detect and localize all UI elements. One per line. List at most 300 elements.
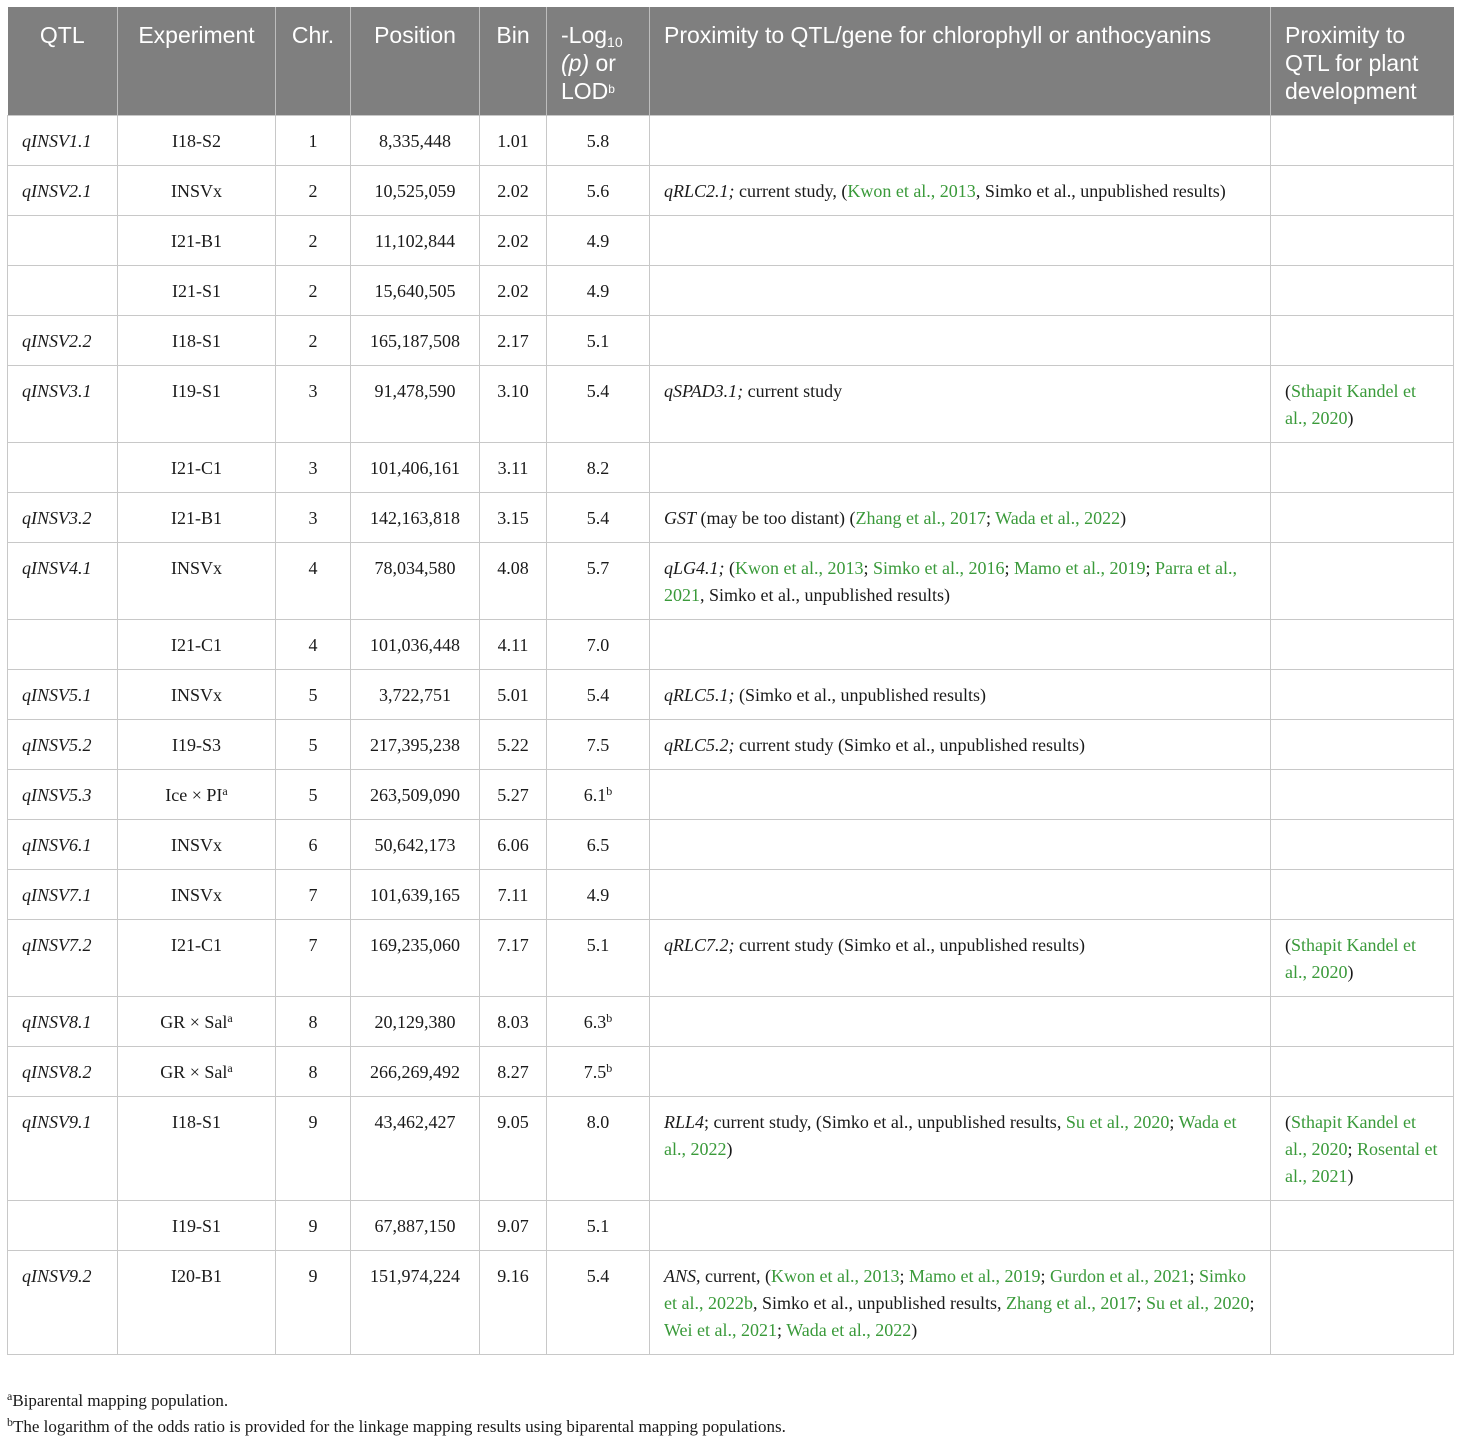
log-value: 7.0 [586,635,610,655]
proximity-chl-text: ; [899,1266,909,1286]
proximity-chl-text: ; [1249,1293,1255,1313]
proximity-chl-text: current study (Simko et al., unpublished results) [734,935,1085,955]
experiment-name: I19-S3 [172,735,221,755]
chr-value: 5 [308,685,318,705]
proximity-dev-text: ; [1347,1139,1358,1159]
cell-proximity-chlorophyll [650,216,1271,266]
cell-position [351,1251,480,1355]
cell-qtl [8,1097,118,1201]
position-value: 50,642,173 [374,835,456,855]
table-row [8,366,1454,443]
cell-experiment [118,266,276,316]
cell-qtl [8,870,118,920]
bin-value: 6.06 [497,835,529,855]
citation-link[interactable]: Mamo et al., 2019 [1014,558,1146,578]
cell-position [351,316,480,366]
cell-bin [480,316,547,366]
cell-bin [480,543,547,620]
header-qtl: QTL [8,7,118,116]
proximity-chl-gene-name: GST [664,508,697,528]
cell-experiment [118,770,276,820]
chr-value: 5 [308,735,318,755]
citation-link[interactable]: Zhang et al., 2017 [1005,1293,1137,1313]
proximity-chl-text: ) [911,1320,918,1340]
cell-proximity-chlorophyll [650,870,1271,920]
cell-chr [276,670,351,720]
chr-value: 9 [308,1266,318,1286]
cell-bin [480,920,547,997]
cell-qtl [8,266,118,316]
cell-position [351,443,480,493]
bin-value: 7.17 [497,935,529,955]
cell-qtl [8,997,118,1047]
cell-proximity-development [1271,316,1454,366]
bin-value: 1.01 [497,131,529,151]
log-value: 7.5 [586,735,610,755]
cell-log [547,266,650,316]
table-row [8,620,1454,670]
cell-log [547,820,650,870]
cell-qtl [8,920,118,997]
footnote-mark: b [7,1415,13,1429]
table-row [8,443,1454,493]
cell-proximity-development [1271,216,1454,266]
position-value: 101,639,165 [370,885,460,905]
cell-proximity-chlorophyll [650,1047,1271,1097]
cell-bin [480,620,547,670]
qtl-table [7,7,1454,1355]
cell-proximity-development [1271,620,1454,670]
table-row [8,1201,1454,1251]
cell-log [547,216,650,266]
log-value: 5.1 [586,331,610,351]
bin-value: 4.08 [497,558,529,578]
citation-link[interactable]: Mamo et al., 2019 [908,1266,1041,1286]
qtl-name: qINSV9.2 [22,1266,92,1286]
log-value: 8.2 [586,458,610,478]
chr-value: 3 [308,508,318,528]
qtl-name: qINSV4.1 [22,558,92,578]
position-value: 11,102,844 [374,231,456,251]
position-value: 101,036,448 [370,635,460,655]
experiment-name: I18-S2 [172,131,221,151]
cell-position [351,720,480,770]
position-value: 142,163,818 [370,508,460,528]
cell-bin [480,216,547,266]
cell-chr [276,1047,351,1097]
header-chr: Chr. [276,7,351,116]
bin-value: 9.07 [497,1216,529,1236]
header-log [547,7,650,116]
position-value: 101,406,161 [370,458,460,478]
experiment-name: INSVx [170,558,222,578]
header-position: Position [351,7,480,116]
table-row [8,316,1454,366]
proximity-chl-text: current study (Simko et al., unpublished results) [734,735,1085,755]
log-value: 6.5 [586,835,610,855]
cell-log [547,166,650,216]
cell-chr [276,116,351,166]
cell-qtl [8,316,118,366]
table-row [8,997,1454,1047]
cell-qtl [8,1047,118,1097]
cell-proximity-development [1271,543,1454,620]
table-row [8,820,1454,870]
experiment-name: I21-B1 [171,508,222,528]
qtl-name: qINSV8.2 [22,1062,92,1082]
citation-link[interactable]: Simko et al., 2022b [664,1266,1246,1313]
header-log-p: (p) [561,50,590,76]
cell-position [351,1201,480,1251]
experiment-name: I21-S1 [172,281,221,301]
cell-qtl [8,216,118,266]
cell-position [351,166,480,216]
cell-proximity-chlorophyll [650,997,1271,1047]
log-value: 5.4 [586,508,610,528]
cell-bin [480,1251,547,1355]
cell-proximity-development [1271,820,1454,870]
cell-experiment [118,543,276,620]
bin-value: 2.02 [497,281,529,301]
proximity-chl-text: ; [985,508,996,528]
proximity-chl-text: ; [1189,1266,1199,1286]
proximity-chl-gene-name: qRLC5.2; [664,735,735,755]
cell-bin [480,997,547,1047]
log-value: 4.9 [586,885,610,905]
proximity-chl-gene-name: qRLC5.1; [664,685,735,705]
table-row [8,870,1454,920]
table-row [8,670,1454,720]
table-row [8,1047,1454,1097]
proximity-chl-gene-name: RLL4 [664,1112,705,1132]
position-value: 3,722,751 [379,685,451,705]
cell-proximity-development [1271,870,1454,920]
cell-bin [480,1201,547,1251]
cell-proximity-development [1271,1097,1454,1201]
cell-bin [480,720,547,770]
cell-proximity-chlorophyll [650,266,1271,316]
qtl-name: qINSV3.1 [22,381,92,401]
position-value: 10,525,059 [374,181,456,201]
cell-chr [276,770,351,820]
cell-chr [276,1097,351,1201]
qtl-name: qINSV7.2 [22,935,92,955]
position-value: 151,974,224 [370,1266,460,1286]
citation-link[interactable]: Sthapit Kandel et al., 2020 [1285,935,1416,982]
cell-chr [276,493,351,543]
footnote-text: Biparental mapping population. [12,1391,229,1410]
bin-value: 5.01 [497,685,529,705]
proximity-chl-text: ; [777,1320,787,1340]
cell-proximity-development [1271,266,1454,316]
experiment-name: INSVx [170,685,222,705]
experiment-name: I18-S1 [172,1112,221,1132]
qtl-name: qINSV5.2 [22,735,92,755]
chr-value: 2 [308,181,318,201]
log-value: 4.9 [586,231,610,251]
citation-link[interactable]: Parra et al., 2021 [664,558,1237,605]
cell-proximity-chlorophyll [650,620,1271,670]
qtl-name: qINSV2.1 [22,181,92,201]
cell-qtl [8,443,118,493]
bin-value: 5.27 [497,785,529,805]
experiment-name: GR × Sal [160,1012,228,1032]
bin-value: 9.05 [497,1112,529,1132]
cell-bin [480,1097,547,1201]
experiment-name: I21-B1 [171,231,222,251]
qtl-name: qINSV9.1 [22,1112,92,1132]
cell-proximity-development [1271,493,1454,543]
citation-link[interactable]: Wada et al., 2022 [664,1112,1237,1159]
log-footnote-mark: b [606,784,613,798]
cell-experiment [118,216,276,266]
chr-value: 9 [308,1112,318,1132]
proximity-chl-text: ) [1120,508,1127,528]
cell-position [351,770,480,820]
cell-log [547,316,650,366]
log-footnote-mark: b [606,1061,613,1075]
table-row [8,493,1454,543]
header-log-sub: 10 [607,34,623,50]
proximity-chl-gene-name: qRLC2.1; [664,181,735,201]
cell-experiment [118,1097,276,1201]
citation-link[interactable]: Kwon et al., 2013 [770,1266,900,1286]
cell-proximity-chlorophyll [650,493,1271,543]
chr-value: 7 [308,935,318,955]
cell-chr [276,443,351,493]
header-lod-sup: b [608,82,615,96]
proximity-chl-text: ; [863,558,874,578]
log-footnote-mark: b [606,1011,613,1025]
cell-proximity-chlorophyll [650,1097,1271,1201]
cell-position [351,216,480,266]
bin-value: 4.11 [497,635,529,655]
cell-experiment [118,116,276,166]
chr-value: 3 [308,458,318,478]
proximity-chl-gene-name: qRLC7.2; [664,935,735,955]
chr-value: 8 [308,1062,318,1082]
citation-link[interactable]: Wada et al., 2022 [786,1320,912,1340]
proximity-chl-text: , Simko et al., unpublished results) [700,585,950,605]
position-value: 78,034,580 [374,558,456,578]
proximity-chl-gene-name: qLG4.1; [664,558,725,578]
citation-link[interactable]: Wei et al., 2021 [664,1320,778,1340]
cell-experiment [118,493,276,543]
table-row [8,116,1454,166]
experiment-name: I20-B1 [171,1266,222,1286]
cell-bin [480,770,547,820]
bin-value: 3.15 [497,508,529,528]
proximity-chl-gene-name: qSPAD3.1; [664,381,744,401]
cell-log [547,670,650,720]
cell-proximity-development [1271,116,1454,166]
cell-experiment [118,920,276,997]
table-body [8,116,1454,1355]
qtl-name: qINSV7.1 [22,885,92,905]
qtl-name: qINSV5.3 [22,785,92,805]
qtl-name: qINSV5.1 [22,685,92,705]
cell-position [351,920,480,997]
cell-bin [480,870,547,920]
cell-experiment [118,366,276,443]
bin-value: 7.11 [497,885,529,905]
qtl-table-container [7,7,1453,1355]
table-row [8,1097,1454,1201]
cell-log [547,543,650,620]
proximity-chl-text: ; [1169,1112,1179,1132]
cell-proximity-development [1271,670,1454,720]
proximity-chl-text: ; [1004,558,1015,578]
position-value: 91,478,590 [374,381,456,401]
table-row [8,1251,1454,1355]
cell-log [547,493,650,543]
cell-position [351,870,480,920]
cell-proximity-development [1271,1201,1454,1251]
cell-experiment [118,670,276,720]
position-value: 266,269,492 [370,1062,460,1082]
cell-qtl [8,166,118,216]
cell-proximity-chlorophyll [650,166,1271,216]
chr-value: 4 [308,635,318,655]
cell-proximity-development [1271,770,1454,820]
cell-chr [276,620,351,670]
citation-link[interactable]: Kwon et al., 2013 [847,181,976,201]
cell-bin [480,116,547,166]
log-value: 5.7 [586,558,610,578]
cell-log [547,620,650,670]
cell-experiment [118,720,276,770]
cell-proximity-chlorophyll [650,920,1271,997]
cell-position [351,366,480,443]
proximity-chl-text: , Simko et al., unpublished results) [975,181,1226,201]
cell-position [351,820,480,870]
proximity-chl-text: ( [724,558,736,578]
citation-link[interactable]: Kwon et al., 2013 [735,558,864,578]
experiment-footnote-mark: a [227,1061,233,1075]
citation-link[interactable]: Su et al., 2020 [1065,1112,1170,1132]
cell-position [351,1047,480,1097]
qtl-name: qINSV1.1 [22,131,92,151]
cell-proximity-chlorophyll [650,720,1271,770]
cell-position [351,266,480,316]
cell-qtl [8,820,118,870]
position-value: 8,335,448 [379,131,451,151]
qtl-name: qINSV6.1 [22,835,92,855]
cell-experiment [118,1201,276,1251]
proximity-chl-text: , Simko et al., unpublished results, [752,1293,1006,1313]
experiment-name: I18-S1 [172,331,221,351]
cell-chr [276,366,351,443]
log-value: 4.9 [586,281,610,301]
header-log-prefix: -Log [561,22,608,48]
cell-qtl [8,1251,118,1355]
chr-value: 8 [308,1012,318,1032]
cell-bin [480,266,547,316]
chr-value: 3 [308,381,318,401]
citation-link[interactable]: Gurdon et al., 2021 [1049,1266,1190,1286]
cell-chr [276,266,351,316]
header-bin: Bin [480,7,547,116]
cell-chr [276,997,351,1047]
citation-link[interactable]: Simko et al., 2016 [873,558,1005,578]
cell-log [547,1201,650,1251]
citation-link[interactable]: Sthapit Kandel et al., 2020 [1285,1112,1416,1159]
chr-value: 4 [308,558,318,578]
cell-bin [480,670,547,720]
cell-experiment [118,316,276,366]
cell-log [547,997,650,1047]
experiment-name: I19-S1 [172,1216,221,1236]
footnote [7,1388,786,1414]
cell-qtl [8,670,118,720]
header-proximity-development: Proximity to QTL for plant development [1271,7,1454,116]
header-log-or: or [595,50,616,76]
citation-link[interactable]: Zhang et al., 2017 [855,508,986,528]
footnote-mark: a [7,1389,13,1403]
cell-position [351,997,480,1047]
cell-position [351,493,480,543]
chr-value: 5 [308,785,318,805]
log-value: 5.4 [586,381,610,401]
cell-proximity-development [1271,1047,1454,1097]
cell-qtl [8,116,118,166]
cell-chr [276,1251,351,1355]
cell-proximity-chlorophyll [650,366,1271,443]
bin-value: 2.02 [497,231,529,251]
cell-proximity-chlorophyll [650,116,1271,166]
log-value: 8.0 [586,1112,610,1132]
cell-log [547,1097,650,1201]
position-value: 165,187,508 [370,331,460,351]
cell-position [351,670,480,720]
header-experiment: Experiment [118,7,276,116]
bin-value: 2.17 [497,331,529,351]
citation-link[interactable]: Sthapit Kandel et al., 2020 [1285,381,1416,428]
cell-qtl [8,493,118,543]
cell-log [547,443,650,493]
citation-link[interactable]: Wada et al., 2022 [995,508,1121,528]
chr-value: 2 [308,281,318,301]
chr-value: 7 [308,885,318,905]
cell-experiment [118,870,276,920]
position-value: 15,640,505 [374,281,456,301]
experiment-name: I19-S1 [172,381,221,401]
cell-position [351,1097,480,1201]
proximity-chl-text: current study [743,381,843,401]
cell-log [547,1251,650,1355]
cell-chr [276,216,351,266]
experiment-name: Ice × PI [165,785,223,805]
position-value: 169,235,060 [370,935,460,955]
cell-log [547,116,650,166]
citation-link[interactable]: Su et al., 2020 [1145,1293,1250,1313]
table-row [8,720,1454,770]
cell-position [351,116,480,166]
log-value: 5.8 [586,131,610,151]
proximity-chl-text: ; [1145,558,1156,578]
cell-bin [480,366,547,443]
proximity-chl-text: (Simko et al., unpublished results) [734,685,986,705]
cell-proximity-chlorophyll [650,316,1271,366]
proximity-chl-text: ; current study, (Simko et al., unpublished results, [704,1112,1066,1132]
citation-link[interactable]: Rosental et al., 2021 [1285,1139,1438,1186]
header-proximity-chlorophyll: Proximity to QTL/gene for chlorophyll or anthocyanins [650,7,1271,116]
cell-chr [276,820,351,870]
cell-log [547,366,650,443]
cell-proximity-chlorophyll [650,1251,1271,1355]
experiment-name: GR × Sal [160,1062,228,1082]
chr-value: 6 [308,835,318,855]
